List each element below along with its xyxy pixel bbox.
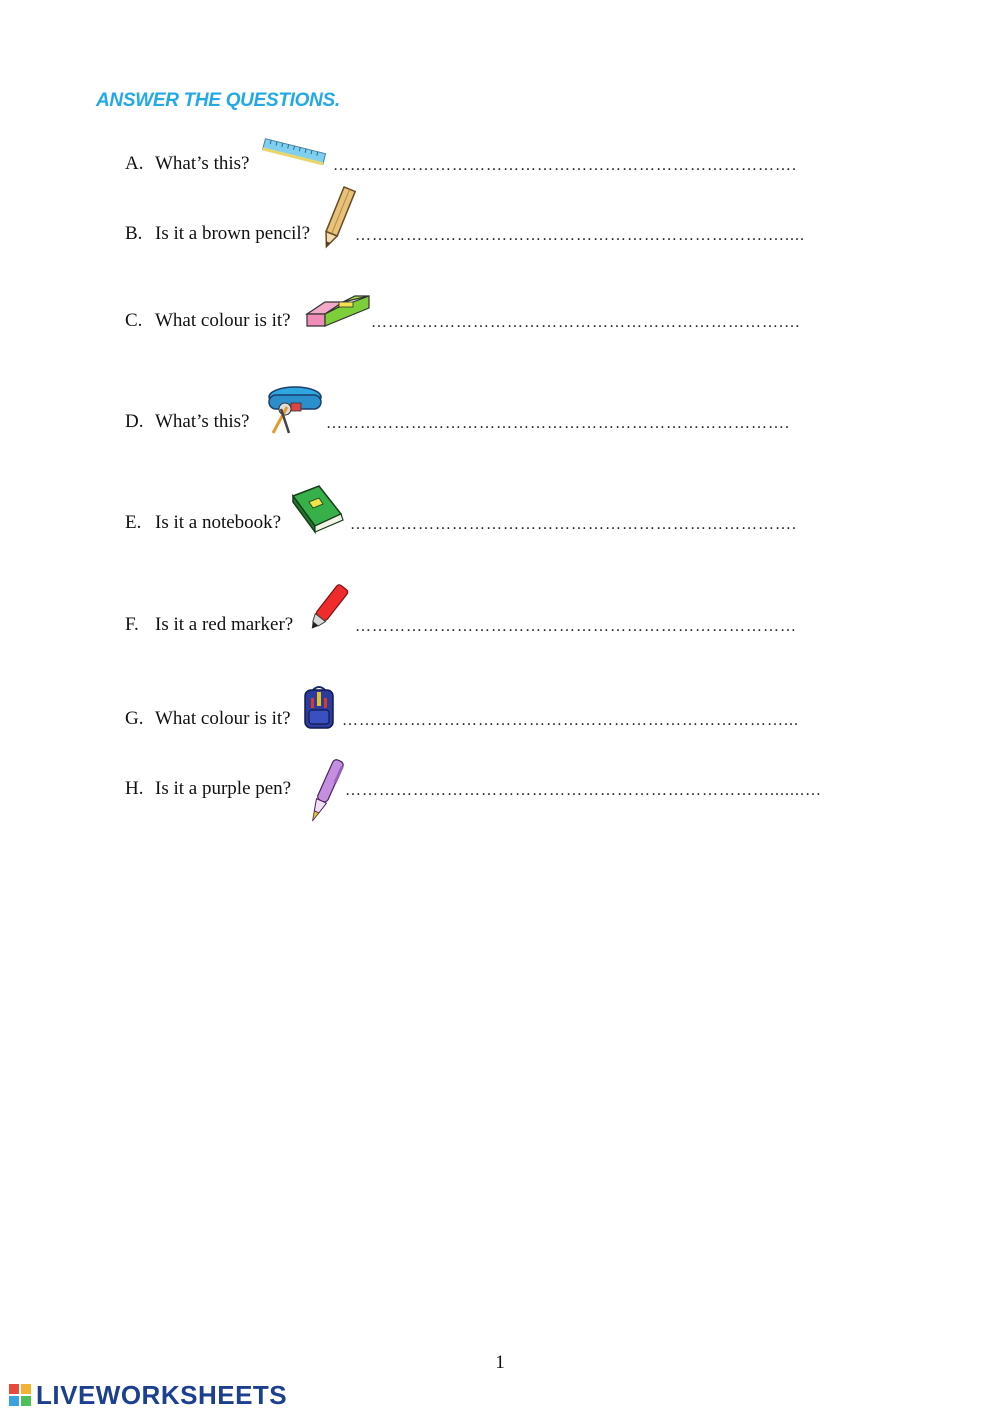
worksheet-title: ANSWER THE QUESTIONS. [96,90,340,111]
question-letter: F. [125,614,139,635]
question-letter: G. [125,708,144,729]
liveworksheets-logo-icon [8,1383,32,1407]
pen-icon [303,756,349,834]
backpack-icon [301,684,337,738]
question-letter: D. [125,411,144,432]
answer-line[interactable]: ………………………………………………………………….......… [345,782,822,799]
question-f [125,576,890,636]
marker-icon [303,580,353,640]
question-b [125,185,890,245]
ruler-icon [261,135,327,175]
answer-line[interactable]: ……………………………………………………………….….... [355,227,805,244]
question-text: What’s this? [155,153,250,174]
page-number: 1 [495,1352,505,1373]
question-a [125,115,890,175]
question-h [125,740,890,800]
question-letter: H. [125,778,144,799]
answer-line[interactable]: ……………………………………………………………………... [342,712,799,729]
question-text: What’s this? [155,411,250,432]
question-text: Is it a brown pencil? [155,223,311,244]
question-text: Is it a purple pen? [155,778,292,799]
answer-line[interactable]: ………………………………………………………………………. [333,157,797,174]
question-letter: B. [125,223,143,244]
question-g [125,670,890,730]
question-text: Is it a red marker? [155,614,294,635]
question-text: What colour is it? [155,708,291,729]
question-letter: C. [125,310,143,331]
question-letter: A. [125,153,144,174]
question-d [125,373,890,433]
answer-line[interactable]: ……………………………………………………………….… [371,314,801,331]
eraser-icon [303,290,375,338]
pencil-icon [319,183,357,259]
question-letter: E. [125,512,142,533]
question-c [125,272,890,332]
liveworksheets-wordmark: LIVEWORKSHEETS [36,1379,288,1410]
pencil-case-icon [259,383,323,443]
answer-line[interactable]: ………………………………………………………………………. [326,415,790,432]
notebook-icon [289,484,347,542]
answer-line[interactable]: ……………………………………………………………………. [350,516,797,533]
question-text: Is it a notebook? [155,512,282,533]
answer-line[interactable]: …………………………………………………………………… [355,618,797,635]
question-text: What colour is it? [155,310,291,331]
question-e [125,474,890,534]
liveworksheets-logo [8,1380,287,1410]
